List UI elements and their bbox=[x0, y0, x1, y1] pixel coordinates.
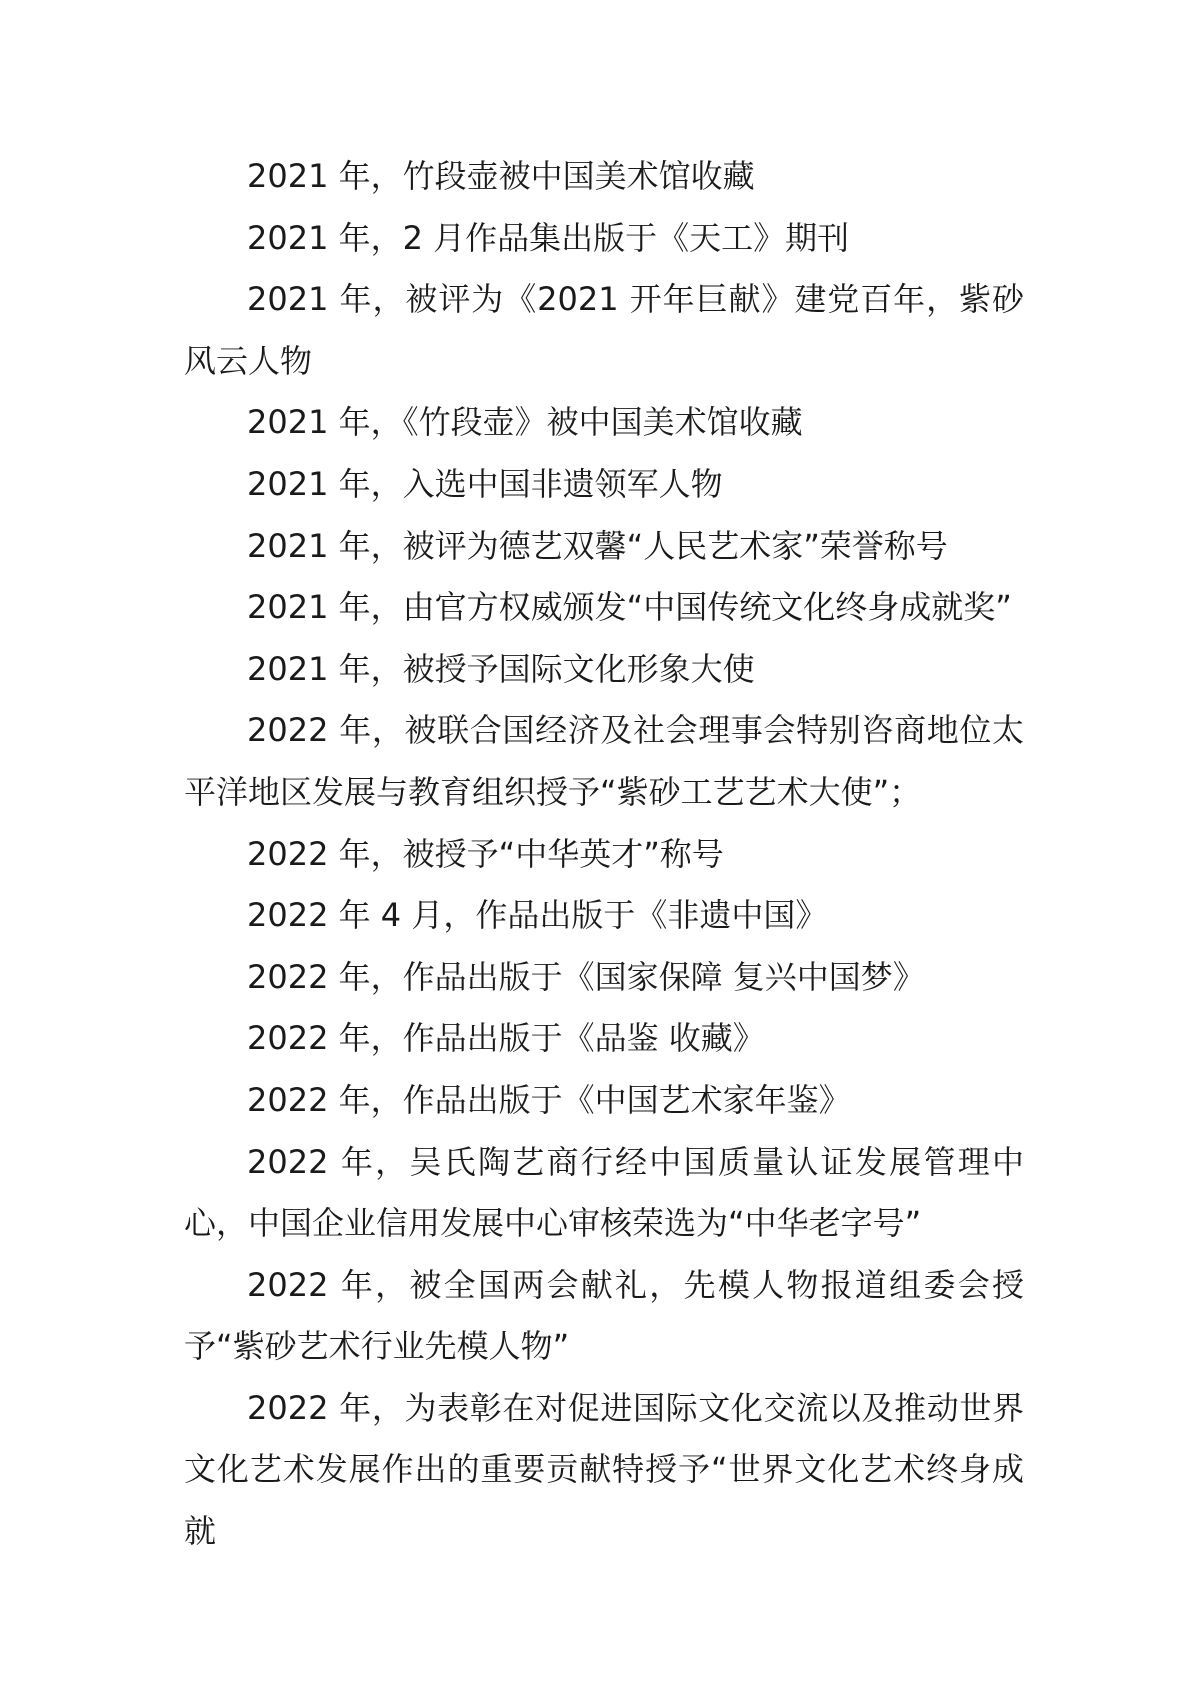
paragraph: 2022 年，作品出版于《品鉴 收藏》 bbox=[247, 1019, 765, 1058]
paragraph: 2022 年，吴氏陶艺商行经中国质量认证发展管理中心，中国企业信用发展中心审核荣选为“中华老字号” bbox=[184, 1142, 1024, 1243]
paragraph: 2021 年，被授予国际文化形象大使 bbox=[247, 649, 755, 688]
paragraph: 2021 年，2 月作品集出版于《天工》期刊 bbox=[247, 218, 850, 257]
paragraph: 2022 年，作品出版于《中国艺术家年鉴》 bbox=[247, 1080, 851, 1119]
paragraph: 2021 年，被评为《2021 开年巨献》建党百年，紫砂风云人物 bbox=[184, 280, 1024, 380]
paragraph: 2022 年，为表彰在对促进国际文化交流以及推动世界文化艺术发展作出的重要贡献特授予“世界文化艺术终身成就 bbox=[184, 1388, 1024, 1551]
paragraph: 2022 年，作品出版于《国家保障 复兴中国梦》 bbox=[247, 957, 925, 996]
paragraph: 2022 年 4 月，作品出版于《非遗中国》 bbox=[247, 896, 828, 935]
paragraph: 2022 年，被授予“中华英才”称号 bbox=[247, 834, 724, 873]
paragraph: 2021 年，入选中国非遗领军人物 bbox=[247, 464, 723, 503]
paragraph: 2021 年，竹段壶被中国美术馆收藏 bbox=[247, 157, 755, 195]
paragraph: 2021 年，由官方权威颁发“中国传统文化终身成就奖” bbox=[247, 588, 1012, 627]
paragraph: 2021 年，被评为德艺双馨“人民艺术家”荣誉称号 bbox=[247, 526, 948, 565]
paragraph: 2021 年，《竹段壶》被中国美术馆收藏 bbox=[247, 403, 803, 442]
document-body bbox=[184, 146, 1024, 1563]
paragraph: 2022 年，被全国两会献礼，先模人物报道组委会授予“紫砂艺术行业先模人物” bbox=[184, 1265, 1024, 1366]
paragraph: 2022 年，被联合国经济及社会理事会特别咨商地位太平洋地区发展与教育组织授予“紫砂工艺艺术大使”； bbox=[184, 711, 1024, 811]
